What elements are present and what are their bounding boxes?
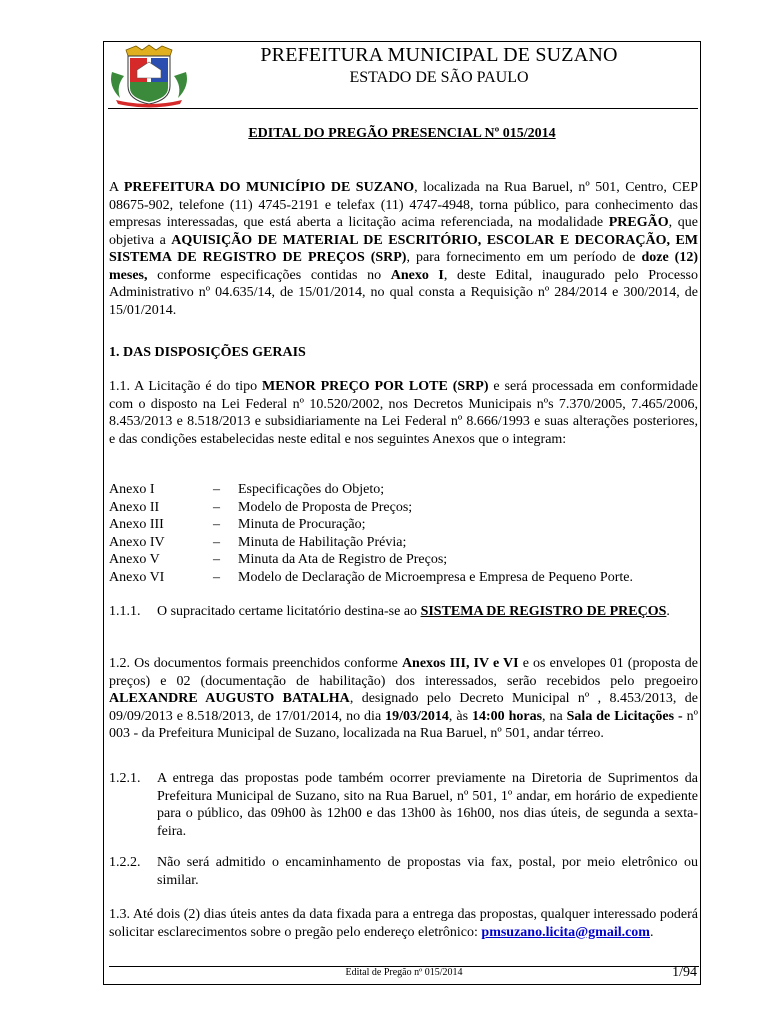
header-subtitle: ESTADO DE SÃO PAULO xyxy=(349,69,529,86)
annex-row: Anexo V – Minuta da Ata de Registro de Preços; xyxy=(109,552,448,567)
annex-list xyxy=(109,481,633,586)
paragraph-1-2-2: Não será admitido o encaminhamento de propostas via fax, postal, por meio eletrônico ou similar. xyxy=(157,855,698,888)
page-number: 1/94 xyxy=(672,965,697,980)
municipal-crest-logo xyxy=(106,42,192,108)
annex-row: Anexo IV – Minuta de Habilitação Prévia; xyxy=(109,534,407,550)
annex-row: Anexo VI – Modelo de Declaração de Microempresa e Empresa de Pequeno Porte. xyxy=(109,569,633,585)
edital-title: EDITAL DO PREGÃO PRESENCIAL Nº 015/2014 xyxy=(248,126,556,141)
paragraph-number-1-1-1: 1.1.1. xyxy=(109,604,141,619)
annex-row: Anexo II – Modelo de Proposta de Preços; xyxy=(109,499,413,515)
email-link[interactable]: pmsuzano.licita@gmail.com xyxy=(481,924,650,940)
paragraph-1-2-1: A entrega das propostas pode também ocorrer previamente na Diretoria de Suprimentos da Prefeitura Municipal de Suzano, sito na Rua Baruel, nº 501, 1º andar, em horário de expediente para o público, das 09h00 às 12h00 e das 13h00 às 16h00, nos dias úteis, de segunda a sexta-feira. xyxy=(157,771,698,839)
paragraph-1-1: 1.1. A Licitação é do tipo MENOR PREÇO POR LOTE (SRP) e será processada em conformidade com o disposto na Lei Federal nº 10.520/2002, nos Decretos Municipais nºs 7.370/2005, 7.465/2006, 8.453/2013 e 8.518/2013 e subsidiariamente na Lei Federal nº 8.666/1993 e suas alterações posteriores, e das condições estabelecidas neste edital e nos seguintes Anexos que o integram: xyxy=(109,379,699,447)
header-divider xyxy=(108,108,698,109)
paragraph-1-2: 1.2. Os documentos formais preenchidos conforme Anexos III, IV e VI e os envelopes 01 (proposta de preços) e 02 (documentação de habilitação) dos interessados, serão recebidos pelo pregoeiro ALEXANDRE AUGUSTO BATALHA, designado pelo Decreto Municipal nº , 8.453/2013, de 09/09/2013 e 8.518/2013, de 17/01/2014, no dia 19/03/2014, às 14:00 horas, na Sala de Licitações - nº 003 - da Prefeitura Municipal de Suzano, localizada na Rua Baruel, nº 501, andar térreo. xyxy=(109,656,699,741)
footer-text: Edital de Pregão nº 015/2014 xyxy=(345,967,463,978)
paragraph-1-1-1: O supracitado certame licitatório destina-se ao SISTEMA DE REGISTRO DE PREÇOS. xyxy=(157,604,670,619)
annex-row: Anexo III – Minuta de Procuração; xyxy=(109,517,366,532)
section-heading: 1. DAS DISPOSIÇÕES GERAIS xyxy=(109,345,306,360)
paragraph-1-3: 1.3. Até dois (2) dias úteis antes da data fixada para a entrega das propostas, qualquer interessado poderá solicitar esclarecimentos sobre o pregão pelo endereço eletrônico: pmsuzano.licita@gmail.com. xyxy=(109,907,698,940)
header-title: PREFEITURA MUNICIPAL DE SUZANO xyxy=(260,44,618,66)
paragraph-number-1-2-1: 1.2.1. xyxy=(109,771,141,786)
intro-paragraph: A PREFEITURA DO MUNICÍPIO DE SUZANO, localizada na Rua Baruel, nº 501, Centro, CEP 08675-902, telefone (11) 4745-2191 e telefax (11) 4747-4948, torna público, para conhecimento das empresas interessadas, que está aberta a licitação acima referenciada, na modalidade PREGÃO, que objetiva a AQUISIÇÃO DE MATERIAL DE ESCRITÓRIO, ESCOLAR E DECORAÇÃO, EM SISTEMA DE REGISTRO DE PREÇOS (SRP), para fornecimento em um período de doze (12) meses, conforme especificações contidas no Anexo I, deste Edital, inaugurado pelo Processo Administrativo nº 04.635/14, de 15/01/2014, no qual consta a Requisição nº 284/2014 e 300/2014, de 15/01/2014. xyxy=(109,180,699,318)
annex-row: Anexo I – Especificações do Objeto; xyxy=(109,482,385,497)
paragraph-number-1-2-2: 1.2.2. xyxy=(109,855,141,870)
